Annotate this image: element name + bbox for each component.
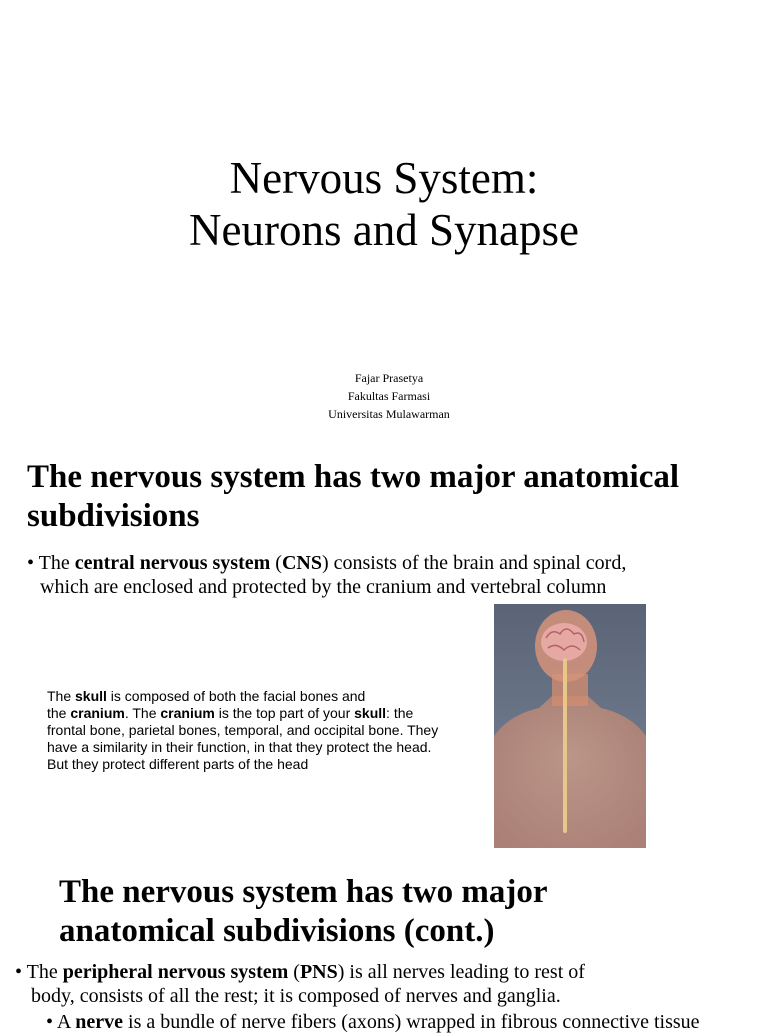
bullet-marker: • xyxy=(27,552,35,574)
slide-title-line1: Nervous System: xyxy=(229,153,539,203)
cns-text-mid1: ( xyxy=(270,552,282,574)
pns-text-mid1: ( xyxy=(288,961,300,983)
cns-abbrev: CNS xyxy=(281,552,322,574)
cns-term: central nervous system xyxy=(74,552,271,574)
pns-bullet xyxy=(15,960,760,1008)
skull-note xyxy=(47,688,462,773)
slide2-heading-line1: The nervous system has two major anatomical xyxy=(27,459,680,495)
slide3-heading-line1: The nervous system has two major xyxy=(59,874,548,910)
cns-illustration xyxy=(494,604,646,848)
skull-b3: cranium xyxy=(160,705,215,721)
slide3-heading-line2: anatomical subdivisions (cont.) xyxy=(59,913,495,949)
pns-abbrev: PNS xyxy=(299,961,338,983)
skull-b1: skull xyxy=(75,688,107,704)
sub-bullet-marker: • xyxy=(46,1011,54,1033)
slide-title xyxy=(0,152,768,256)
brain-shape xyxy=(541,623,587,661)
cns-text-line2: which are enclosed and protected by the cranium and vertebral column xyxy=(40,576,607,598)
cns-bullet xyxy=(27,551,747,599)
skull-b2: cranium xyxy=(70,705,125,721)
nerve-sub-bullet xyxy=(46,1010,761,1034)
skull-t9: But they protect different parts of the head xyxy=(47,756,309,772)
skull-t6: : the xyxy=(386,705,414,721)
cns-text-mid2: ) consists of the brain and spinal cord, xyxy=(321,552,627,574)
pns-term: peripheral nervous system xyxy=(62,961,289,983)
skull-t8: have a similarity in their function, in that they protect the head. xyxy=(47,739,432,755)
skull-t4: . The xyxy=(124,705,161,721)
nerve-text-rest: is a bundle of nerve fibers (axons) wrapped in fibrous connective tissue xyxy=(123,1011,700,1033)
skull-t1: The xyxy=(47,688,76,704)
cns-text-pre: The xyxy=(38,552,75,574)
nerve-text-pre: A xyxy=(56,1011,76,1033)
spinal-cord-shape xyxy=(563,658,567,833)
author-name: Fajar Prasetya xyxy=(354,371,424,385)
slide2-heading xyxy=(27,458,762,536)
pns-text-mid2: ) is all nerves leading to rest of xyxy=(337,961,585,983)
author-block xyxy=(0,369,768,423)
slide2-heading-line2: subdivisions xyxy=(27,498,200,534)
slide-title-line2: Neurons and Synapse xyxy=(189,205,579,255)
pns-text-pre: The xyxy=(26,961,63,983)
torso-shape xyxy=(494,696,646,848)
bullet-marker: • xyxy=(15,961,23,983)
skull-t5: is the top part of your xyxy=(214,705,355,721)
pns-text-line2: body, consists of all the rest; it is composed of nerves and ganglia. xyxy=(31,985,561,1007)
nerve-term: nerve xyxy=(75,1011,124,1033)
cns-figure-svg xyxy=(494,604,646,848)
skull-t7: frontal bone, parietal bones, temporal, and occipital bone. They xyxy=(47,722,439,738)
skull-t2: is composed of both the facial bones and xyxy=(106,688,366,704)
skull-t3: the xyxy=(47,705,71,721)
skull-b4: skull xyxy=(354,705,387,721)
author-university: Universitas Mulawarman xyxy=(328,407,450,421)
author-faculty: Fakultas Farmasi xyxy=(347,389,431,403)
slide3-heading xyxy=(59,873,759,951)
